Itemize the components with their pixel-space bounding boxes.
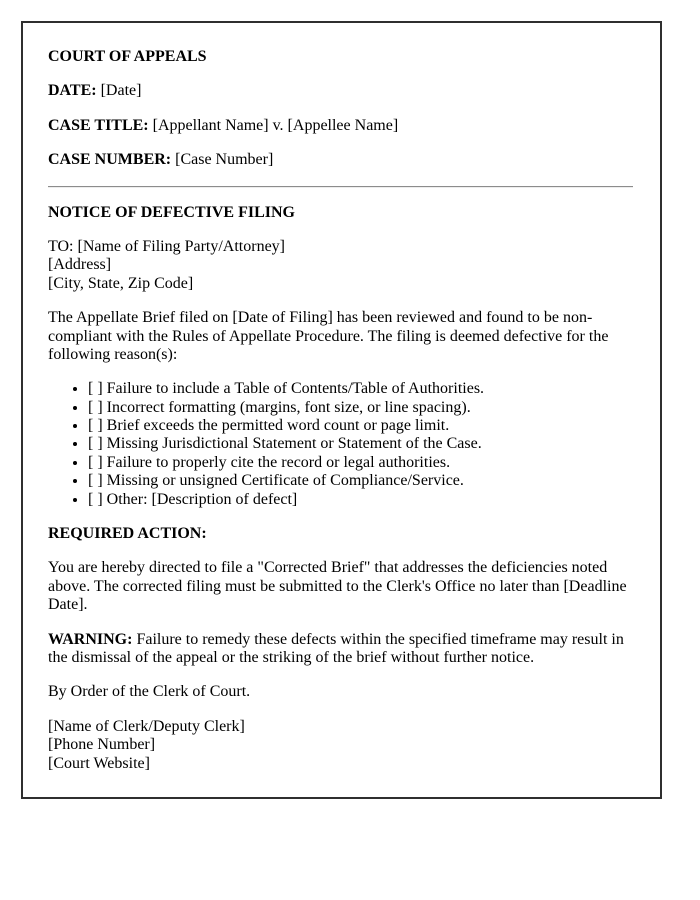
warning-label: WARNING: [48, 630, 133, 648]
case-number-value: [Case Number] [175, 151, 274, 169]
case-title-label: CASE TITLE: [48, 116, 149, 134]
defect-item-word-count: • [ ] Brief exceeds the permitted word count or page limit. [88, 417, 633, 435]
defect-item-table-of-contents: • [ ] Failure to include a Table of Contents/Table of Authorities. [88, 380, 633, 398]
required-action-paragraph: You are hereby directed to file a "Corrected Brief" that addresses the deficiencies noted above. The corrected filing must be submitted to the Clerk's Office no later than [Deadline Date]. [48, 559, 627, 614]
defect-item-other: • [ ] Other: [Description of defect] [88, 491, 633, 509]
date-value: [Date] [100, 82, 142, 100]
case-title-line [48, 117, 633, 135]
case-number-label: CASE NUMBER: [48, 151, 172, 169]
defect-item-citations: • [ ] Failure to properly cite the record or legal authorities. [88, 454, 633, 472]
required-action-heading: REQUIRED ACTION: [48, 525, 207, 543]
closing-line: By Order of the Clerk of Court. [48, 683, 251, 701]
recipient-block [48, 238, 633, 293]
defect-reason-list [48, 380, 633, 509]
court-name-heading: COURT OF APPEALS [48, 48, 207, 65]
date-label: DATE: [48, 82, 97, 100]
notice-document [21, 21, 662, 799]
section-divider [48, 186, 633, 188]
date-line [48, 82, 633, 100]
phone-number-line: [Phone Number] [48, 736, 156, 754]
recipient-city-line: [City, State, Zip Code] [48, 274, 194, 292]
notice-heading: NOTICE OF DEFECTIVE FILING [48, 203, 295, 221]
case-title-value: [Appellant Name] v. [Appellee Name] [152, 116, 399, 134]
case-number-line [48, 151, 633, 169]
recipient-to-line: TO: [Name of Filing Party/Attorney] [48, 237, 285, 255]
defect-item-formatting: • [ ] Incorrect formatting (margins, font size, or line spacing). [88, 399, 633, 417]
recipient-address-line: [Address] [48, 256, 112, 274]
warning-paragraph [48, 631, 633, 668]
defect-item-certificate: • [ ] Missing or unsigned Certificate of Compliance/Service. [88, 472, 633, 490]
intro-paragraph: The Appellate Brief filed on [Date of Filing] has been reviewed and found to be non-compliant with the Rules of Appellate Procedure. The filing is deemed defective for the following reason(s): [48, 309, 609, 363]
warning-text: Failure to remedy these defects within the specified timeframe may result in the dismissal of the appeal or the striking of the brief without further notice. [48, 630, 624, 666]
court-website-line: [Court Website] [48, 754, 150, 772]
signature-block [48, 718, 633, 773]
defect-item-jurisdictional-statement: • [ ] Missing Jurisdictional Statement or Statement of the Case. [88, 435, 633, 453]
clerk-name-line: [Name of Clerk/Deputy Clerk] [48, 717, 245, 735]
